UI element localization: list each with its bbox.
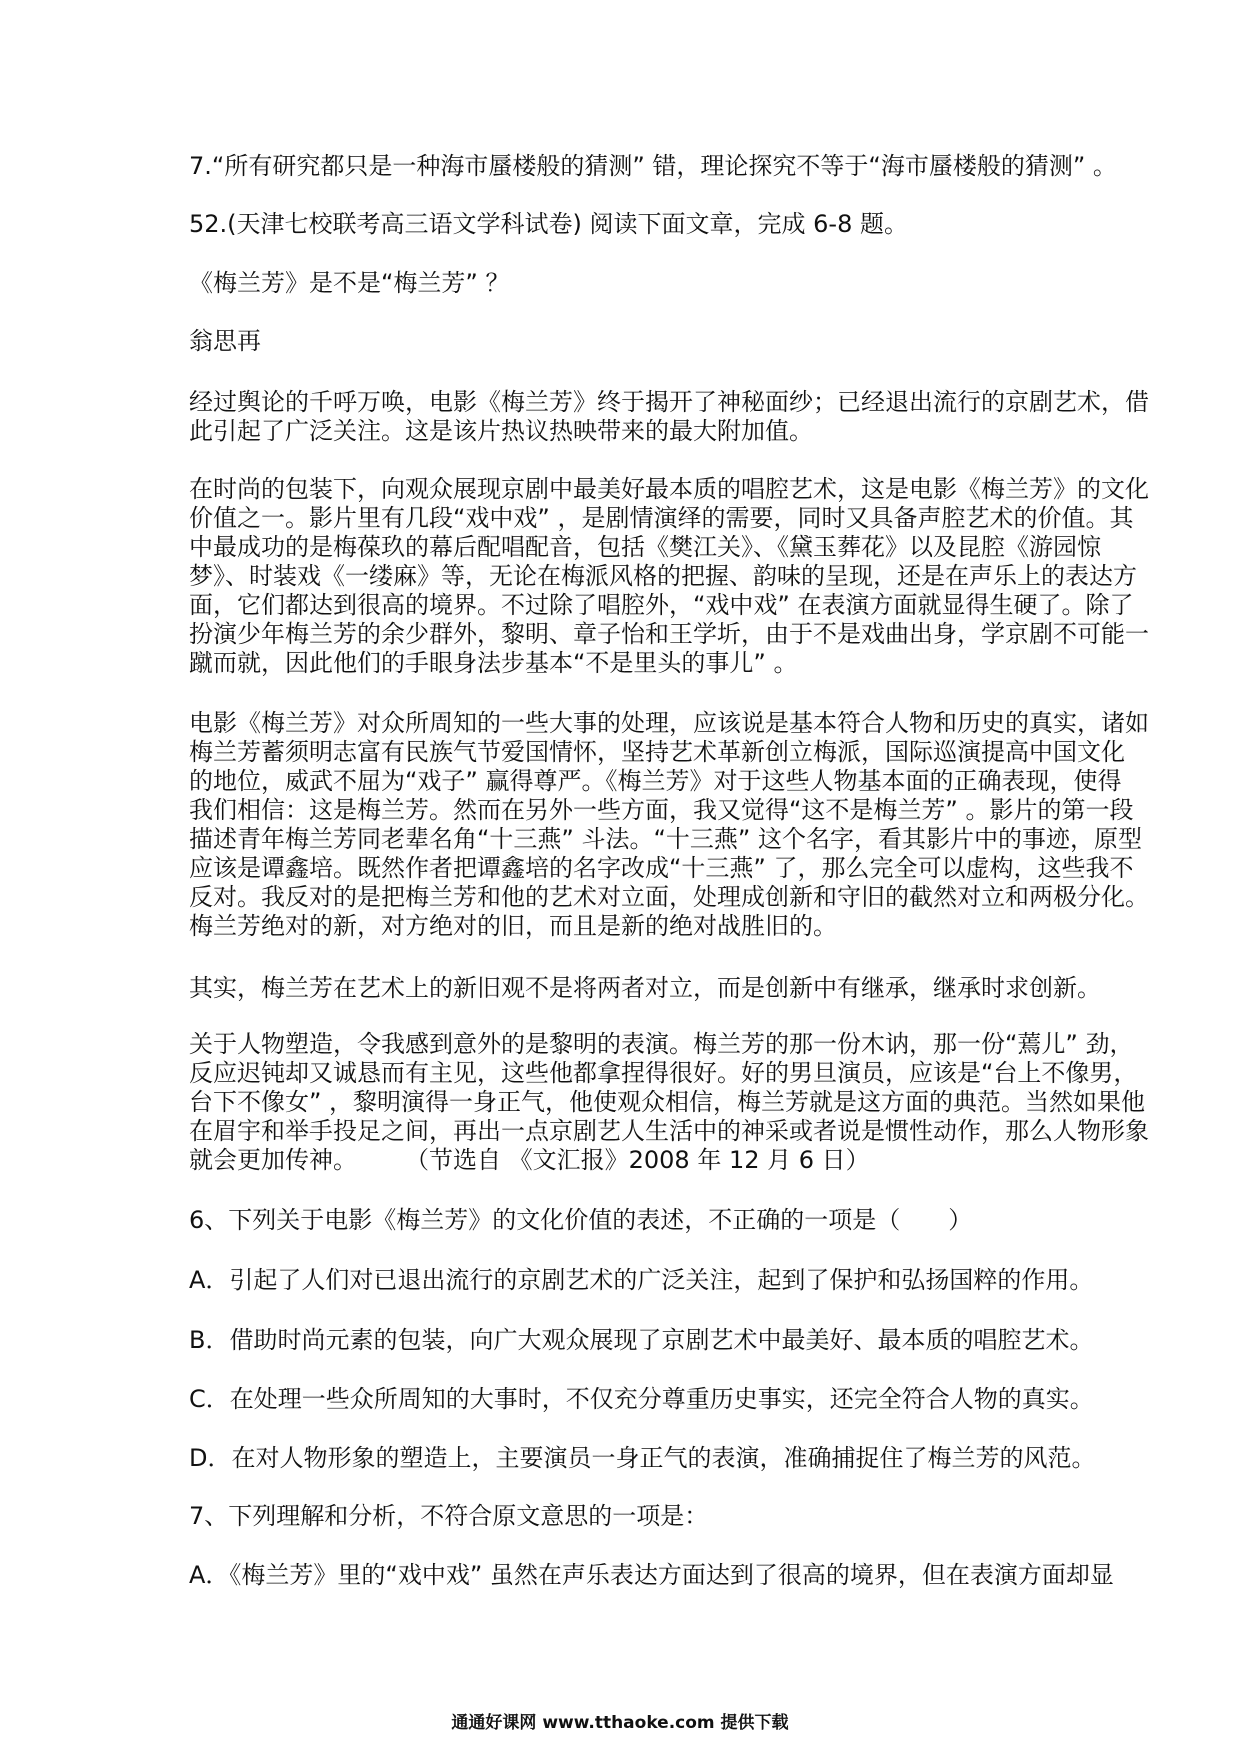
- question-6-option-b: B．借助时尚元素的包装，向广大观众展现了京剧艺术中最美好、最本质的唱腔艺术。: [189, 1326, 1094, 1354]
- article-title: 《梅兰芳》是不是“梅兰芳” ？: [189, 269, 510, 297]
- paragraph-2-line: 价值之一。影片里有几段“戏中戏” ，是剧情演绎的需要，同时又具备声腔艺术的价值。其: [189, 504, 1134, 532]
- paragraph-2-line: 梦》、时装戏《一缕麻》等，无论在梅派风格的把握、韵味的呈现，还是在声乐上的表达方: [189, 562, 1137, 590]
- paragraph-5-line: 在眉宇和举手投足之间，再出一点京剧艺人生活中的神采或者说是惯性动作，那么人物形象: [189, 1117, 1149, 1145]
- paragraph-3-line: 我们相信：这是梅兰芳。然而在另外一些方面，我又觉得“这不是梅兰芳” 。影片的第一段: [189, 796, 1134, 824]
- paragraph-2-line: 面，它们都达到很高的境界。不过除了唱腔外，“戏中戏” 在表演方面就显得生硬了。除了: [189, 591, 1134, 619]
- paragraph-5-line: 台下不像女” ，黎明演得一身正气，他使观众相信，梅兰芳就是这方面的典范。当然如果他: [189, 1088, 1146, 1116]
- article-author: 翁思再: [189, 327, 261, 355]
- paragraph-3-line: 梅兰芳绝对的新，对方绝对的旧，而且是新的绝对战胜旧的。: [189, 912, 837, 940]
- paragraph-3-line: 描述青年梅兰芳同老辈名角“十三燕” 斗法。“十三燕” 这个名字，看其影片中的事迹，原型: [189, 825, 1142, 853]
- question-6-stem: 6、下列关于电影《梅兰芳》的文化价值的表述，不正确的一项是（ ）: [189, 1206, 973, 1234]
- question-7-option-a: A．《梅兰芳》里的“戏中戏” 虽然在声乐表达方面达到了很高的境界，但在表演方面却显: [189, 1561, 1114, 1589]
- paragraph-2-line: 蹴而就，因此他们的手眼身法步基本“不是里头的事儿” 。: [189, 649, 798, 677]
- question-6-option-c: C．在处理一些众所周知的大事时，不仅充分尊重历史事实，还完全符合人物的真实。: [189, 1385, 1094, 1413]
- paragraph-1-line: 此引起了广泛关注。这是该片热议热映带来的最大附加值。: [189, 417, 813, 445]
- question-6-option-d: D．在对人物形象的塑造上，主要演员一身正气的表演，准确捕捉住了梅兰芳的风范。: [189, 1444, 1096, 1472]
- paragraph-2-line: 在时尚的包装下，向观众展现京剧中最美好最本质的唱腔艺术，这是电影《梅兰芳》的文化: [189, 475, 1149, 503]
- question-7-stem: 7、下列理解和分析，不符合原文意思的一项是：: [189, 1502, 709, 1530]
- paragraph-3-line: 应该是谭鑫培。既然作者把谭鑫培的名字改成“十三燕” 了，那么完全可以虚构，这些我不: [189, 854, 1134, 882]
- page-footer: 通通好课网 www.tthaoke.com 提供下载: [451, 1713, 789, 1733]
- paragraph-3-line: 反对。我反对的是把梅兰芳和他的艺术对立面，处理成创新和守旧的截然对立和两极分化。: [189, 883, 1149, 911]
- question-6-option-a: A．引起了人们对已退出流行的京剧艺术的广泛关注，起到了保护和弘扬国粹的作用。: [189, 1266, 1094, 1294]
- paragraph-5-line: 关于人物塑造，令我感到意外的是黎明的表演。梅兰芳的那一份木讷，那一份“蔫儿” 劲，: [189, 1030, 1134, 1058]
- paragraph-4-line: 其实，梅兰芳在艺术上的新旧观不是将两者对立，而是创新中有继承，继承时求创新。: [189, 974, 1101, 1002]
- paragraph-2-line: 扮演少年梅兰芳的余少群外，黎明、章子怡和王学圻，由于不是戏曲出身，学京剧不可能一: [189, 620, 1149, 648]
- paragraph-1-line: 经过舆论的千呼万唤，电影《梅兰芳》终于揭开了神秘面纱；已经退出流行的京剧艺术，借: [189, 388, 1149, 416]
- question-header: 52.(天津七校联考高三语文学科试卷) 阅读下面文章，完成 6-8 题。: [189, 210, 908, 238]
- answer-line: 7.“所有研究都只是一种海市蜃楼般的猜测” 错，理论探究不等于“海市蜃楼般的猜测” 。: [189, 152, 1117, 180]
- paragraph-2-line: 中最成功的是梅葆玖的幕后配唱配音，包括《樊江关》、《黛玉葬花》以及昆腔《游园惊: [189, 533, 1101, 561]
- paragraph-3-line: 梅兰芳蓄须明志富有民族气节爱国情怀，坚持艺术革新创立梅派，国际巡演提高中国文化: [189, 738, 1125, 766]
- paragraph-5-line: 反应迟钝却又诚恳而有主见，这些他都拿捏得很好。好的男旦演员，应该是“台上不像男，: [189, 1059, 1138, 1087]
- paragraph-5-line: 就会更加传神。 （节选自 《文汇报》2008 年 12 月 6 日）: [189, 1146, 870, 1174]
- paragraph-3-line: 的地位，威武不屈为“戏子” 赢得尊严。《梅兰芳》对于这些人物基本面的正确表现，使得: [189, 767, 1122, 795]
- paragraph-3-line: 电影《梅兰芳》对众所周知的一些大事的处理，应该说是基本符合人物和历史的真实，诸如: [189, 709, 1149, 737]
